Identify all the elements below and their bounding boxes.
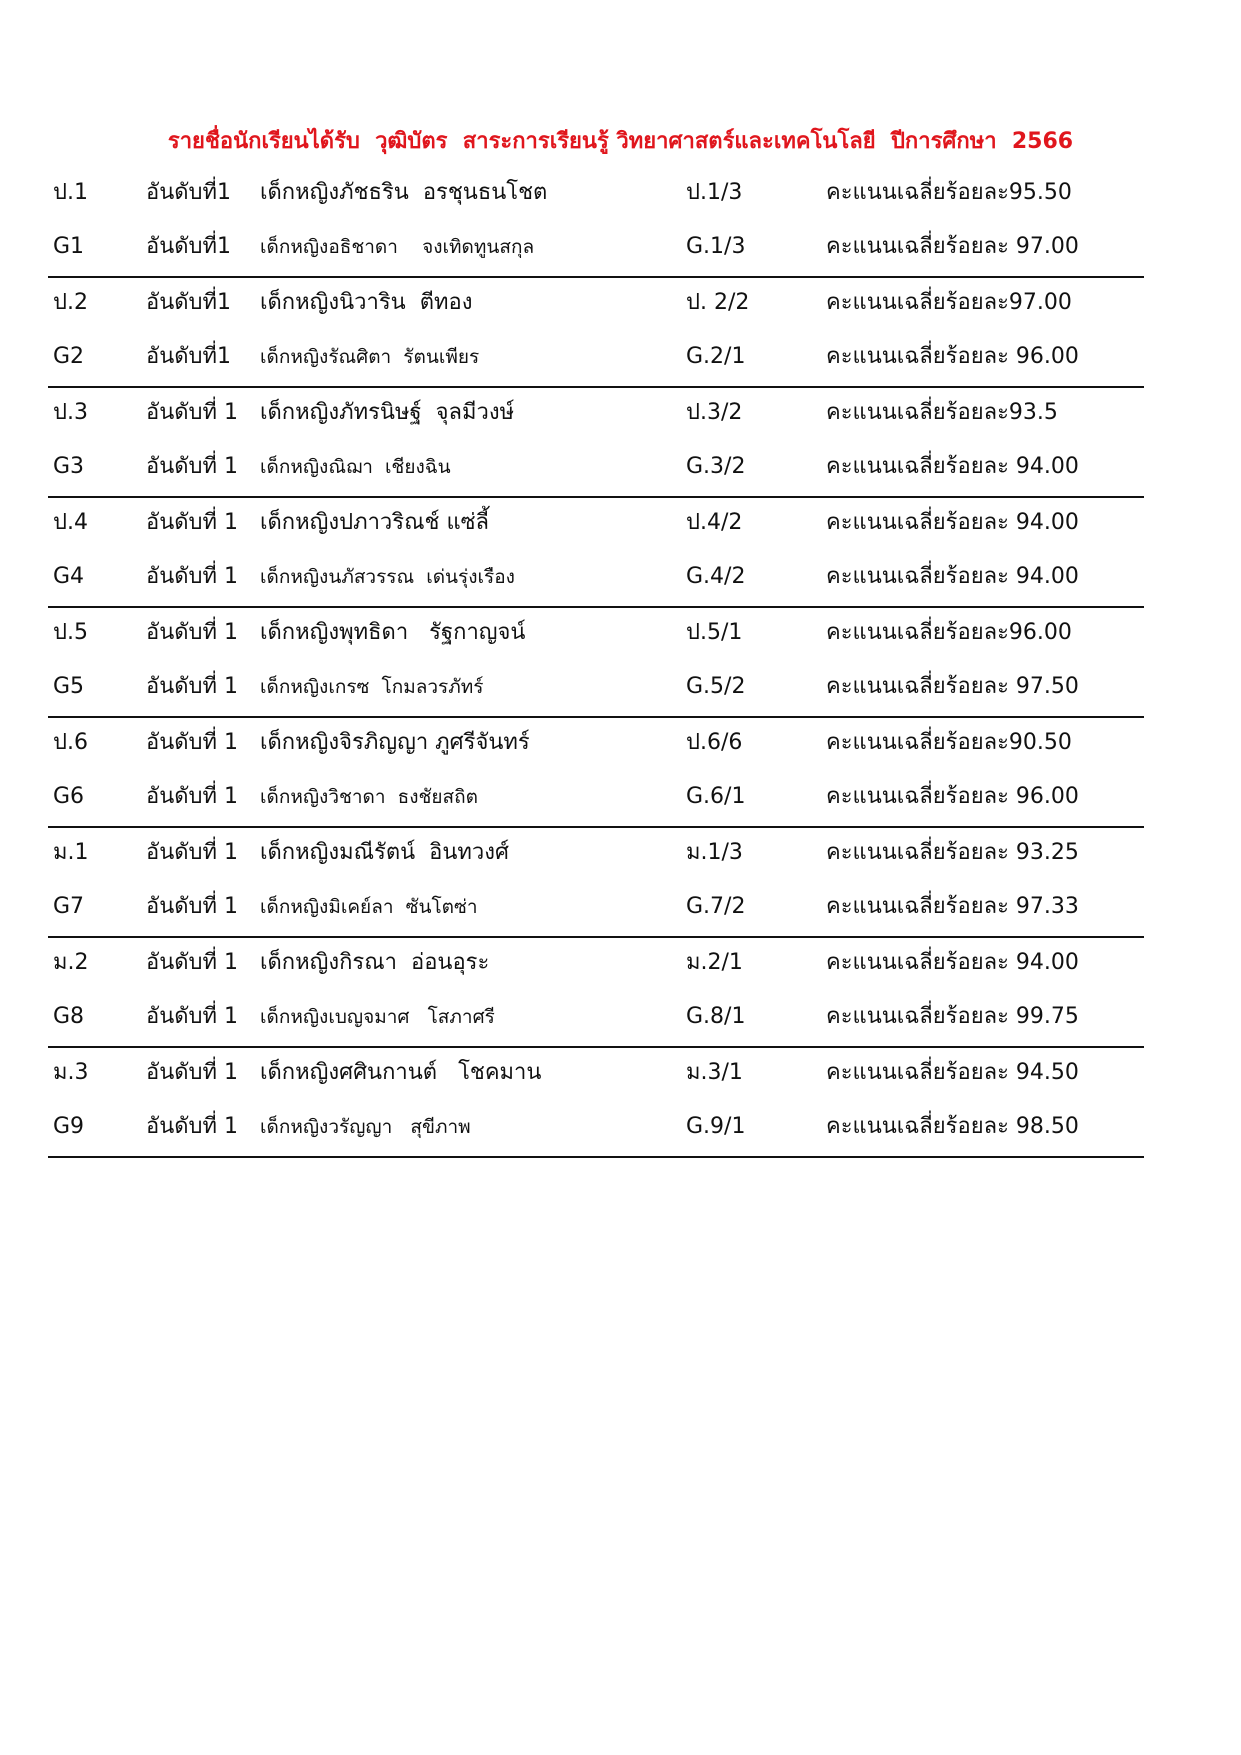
average-score: คะแนนเฉลี่ยร้อยละ90.50 (826, 730, 1072, 755)
grade-level: ม.3 (53, 1060, 89, 1085)
grade-level: G1 (53, 234, 85, 259)
class-room: ป.5/1 (686, 620, 743, 645)
grade-level: ป.3 (53, 400, 88, 425)
student-name: เด็กหญิงกิรณา อ่อนอุระ (260, 950, 490, 975)
student-name: เด็กหญิงมิเคย์ลา ซันโตซ่า (260, 896, 478, 918)
grade-level: ม.2 (53, 950, 89, 975)
table-row (48, 718, 1144, 772)
class-room: G.5/2 (686, 674, 746, 699)
student-name: เด็กหญิงเกรซ โกมลวรภัทร์ (260, 676, 484, 698)
student-name: เด็กหญิงอธิชาดา จงเทิดทูนสกุล (260, 236, 535, 258)
student-name: เด็กหญิงมณีรัตน์ อินทวงศ์ (260, 840, 509, 865)
rank: อันดับที่ 1 (146, 620, 238, 645)
average-score: คะแนนเฉลี่ยร้อยละ 98.50 (826, 1114, 1079, 1139)
grade-group (48, 498, 1144, 608)
class-room: ป.3/2 (686, 400, 743, 425)
grade-level: G6 (53, 784, 85, 809)
table-row (48, 1048, 1144, 1102)
grade-group (48, 388, 1144, 498)
grade-group (48, 718, 1144, 828)
rank: อันดับที่ 1 (146, 1060, 238, 1085)
student-name: เด็กหญิงรัณศิตา รัตนเพียร (260, 346, 480, 368)
average-score: คะแนนเฉลี่ยร้อยละ 97.00 (826, 234, 1079, 259)
average-score: คะแนนเฉลี่ยร้อยละ 99.75 (826, 1004, 1079, 1029)
grade-group (48, 938, 1144, 1048)
grade-level: ป.2 (53, 290, 88, 315)
class-room: ป.4/2 (686, 510, 743, 535)
class-room: G.3/2 (686, 454, 746, 479)
average-score: คะแนนเฉลี่ยร้อยละ 97.33 (826, 894, 1079, 919)
student-name: เด็กหญิงภัทรนิษฐ์ จุลมีวงษ์ (260, 400, 515, 425)
class-room: ป.6/6 (686, 730, 743, 755)
class-room: ป.1/3 (686, 180, 743, 205)
rank: อันดับที่1 (146, 344, 232, 369)
table-row (48, 608, 1144, 662)
grade-level: G4 (53, 564, 85, 589)
awards-table (48, 168, 1144, 1158)
student-name: เด็กหญิงณิฌา เชียงฉิน (260, 456, 451, 478)
average-score: คะแนนเฉลี่ยร้อยละ 94.00 (826, 510, 1079, 535)
grade-level: ม.1 (53, 840, 89, 865)
average-score: คะแนนเฉลี่ยร้อยละ 94.50 (826, 1060, 1079, 1085)
grade-level: G5 (53, 674, 85, 699)
grade-level: G7 (53, 894, 85, 919)
table-row (48, 552, 1144, 606)
table-row (48, 278, 1144, 332)
student-name: เด็กหญิงภัชธริน อรชุนธนโชต (260, 180, 548, 205)
rank: อันดับที่ 1 (146, 1114, 238, 1139)
rank: อันดับที่ 1 (146, 510, 238, 535)
average-score: คะแนนเฉลี่ยร้อยละ 94.00 (826, 564, 1079, 589)
class-room: G.4/2 (686, 564, 746, 589)
grade-level: ป.5 (53, 620, 88, 645)
grade-group (48, 828, 1144, 938)
average-score: คะแนนเฉลี่ยร้อยละ 97.50 (826, 674, 1079, 699)
rank: อันดับที่ 1 (146, 1004, 238, 1029)
grade-level: ป.1 (53, 180, 88, 205)
table-row (48, 222, 1144, 276)
average-score: คะแนนเฉลี่ยร้อยละ96.00 (826, 620, 1072, 645)
grade-level: ป.6 (53, 730, 88, 755)
average-score: คะแนนเฉลี่ยร้อยละ 93.25 (826, 840, 1079, 865)
grade-level: G2 (53, 344, 85, 369)
rank: อันดับที่1 (146, 234, 232, 259)
table-row (48, 938, 1144, 992)
student-name: เด็กหญิงวิชาดา ธงชัยสถิต (260, 786, 478, 808)
page-title: รายชื่อนักเรียนได้รับ วุฒิบัตร สาระการเรียนรู้ วิทยาศาสตร์และเทคโนโลยี ปีการศึกษา 2566 (167, 129, 1074, 154)
average-score: คะแนนเฉลี่ยร้อยละ 96.00 (826, 344, 1079, 369)
average-score: คะแนนเฉลี่ยร้อยละ97.00 (826, 290, 1072, 315)
student-name: เด็กหญิงพุทธิดา รัฐกาญจน์ (260, 620, 526, 645)
table-row (48, 388, 1144, 442)
rank: อันดับที่ 1 (146, 840, 238, 865)
student-name: เด็กหญิงนภัสวรรณ เด่นรุ่งเรือง (260, 566, 515, 588)
table-row (48, 442, 1144, 496)
rank: อันดับที่ 1 (146, 950, 238, 975)
average-score: คะแนนเฉลี่ยร้อยละ 96.00 (826, 784, 1079, 809)
student-name: เด็กหญิงวรัญญา สุขีภาพ (260, 1116, 471, 1138)
class-room: ม.3/1 (686, 1060, 743, 1085)
grade-group (48, 608, 1144, 718)
rank: อันดับที่ 1 (146, 674, 238, 699)
class-room: G.7/2 (686, 894, 746, 919)
table-row (48, 332, 1144, 386)
grade-level: G8 (53, 1004, 85, 1029)
average-score: คะแนนเฉลี่ยร้อยละ95.50 (826, 180, 1072, 205)
table-row (48, 168, 1144, 222)
student-name: เด็กหญิงนิวาริน ตีทอง (260, 290, 473, 315)
grade-level: ป.4 (53, 510, 88, 535)
class-room: G.2/1 (686, 344, 746, 369)
student-name: เด็กหญิงศศินกานต์ โชคมาน (260, 1060, 542, 1085)
rank: อันดับที่1 (146, 290, 232, 315)
grade-level: G3 (53, 454, 85, 479)
class-room: G.9/1 (686, 1114, 746, 1139)
table-row (48, 1102, 1144, 1156)
rank: อันดับที่ 1 (146, 400, 238, 425)
rank: อันดับที่ 1 (146, 564, 238, 589)
class-room: ม.2/1 (686, 950, 743, 975)
rank: อันดับที่ 1 (146, 454, 238, 479)
average-score: คะแนนเฉลี่ยร้อยละ 94.00 (826, 454, 1079, 479)
table-row (48, 772, 1144, 826)
average-score: คะแนนเฉลี่ยร้อยละ93.5 (826, 400, 1058, 425)
class-room: G.6/1 (686, 784, 746, 809)
rank: อันดับที่1 (146, 180, 232, 205)
rank: อันดับที่ 1 (146, 784, 238, 809)
table-row (48, 662, 1144, 716)
class-room: G.1/3 (686, 234, 746, 259)
grade-group (48, 1048, 1144, 1158)
table-row (48, 498, 1144, 552)
rank: อันดับที่ 1 (146, 894, 238, 919)
rank: อันดับที่ 1 (146, 730, 238, 755)
student-name: เด็กหญิงจิรภิญญา ภูศรีจันทร์ (260, 730, 530, 755)
grade-group (48, 278, 1144, 388)
class-room: ม.1/3 (686, 840, 743, 865)
student-name: เด็กหญิงปภาวริณช์ แซ่ลี้ (260, 510, 490, 535)
class-room: ป. 2/2 (686, 290, 750, 315)
grade-group (48, 168, 1144, 278)
class-room: G.8/1 (686, 1004, 746, 1029)
table-row (48, 882, 1144, 936)
grade-level: G9 (53, 1114, 85, 1139)
average-score: คะแนนเฉลี่ยร้อยละ 94.00 (826, 950, 1079, 975)
table-row (48, 992, 1144, 1046)
student-name: เด็กหญิงเบญจมาศ โสภาศรี (260, 1006, 495, 1028)
table-row (48, 828, 1144, 882)
